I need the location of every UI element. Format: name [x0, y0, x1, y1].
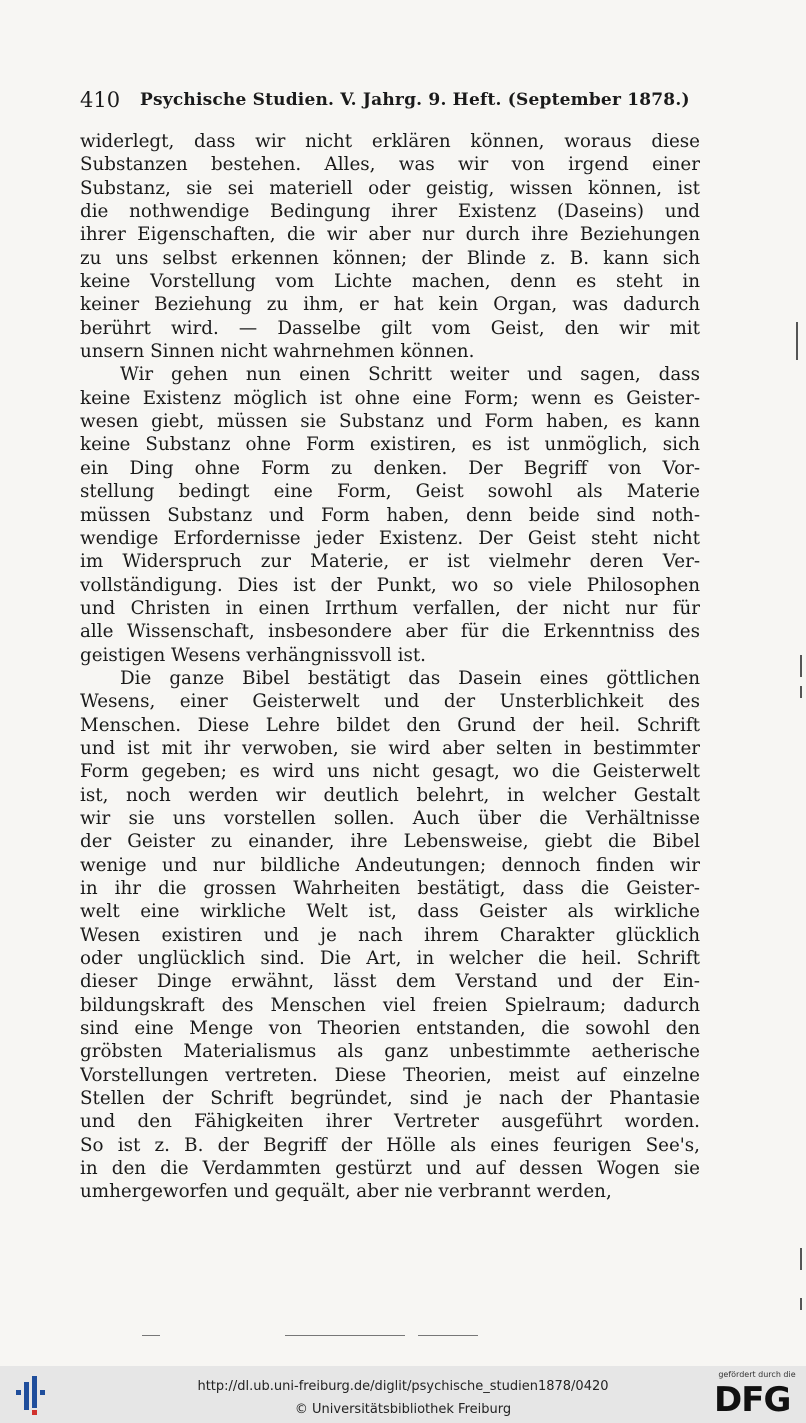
text-line: wir sie uns vorstellen sollen. Auch über die Verhältnisse [80, 807, 700, 829]
text-line: im Widerspruch zur Materie, er ist vielmehr deren Ver- [80, 551, 700, 573]
text-line: widerlegt, dass wir nicht erklären können, woraus diese [80, 131, 700, 152]
dfg-wordmark: DFG [714, 1380, 791, 1420]
text-line: oder unglücklich sind. Die Art, in welcher die heil. Schrift [80, 948, 700, 970]
footer-rule [142, 1335, 160, 1336]
text-line: Die ganze Bibel bestätigt das Dasein eines göttlichen [120, 667, 700, 689]
margin-mark [800, 655, 802, 677]
text-line: keine Vorstellung vom Lichte machen, denn es steht in [80, 271, 700, 293]
text-line: unsern Sinnen nicht wahrnehmen können. [80, 341, 475, 363]
text-line: ein Ding ohne Form zu denken. Der Begriff von Vor- [80, 457, 700, 479]
text-line: der Geister zu einander, ihre Lebensweise, giebt die Bibel [80, 831, 700, 853]
running-title: Psychische Studien. V. Jahrg. 9. Heft. (September 1878.) [140, 90, 690, 110]
text-line: wenige und nur bildliche Andeutungen; dennoch finden wir [80, 854, 700, 876]
page-number: 410 [80, 88, 121, 112]
text-line: So ist z. B. der Begriff der Hölle als eines feurigen See's, [80, 1134, 700, 1156]
text-line: umhergeworfen und gequält, aber nie verbrannt werden, [80, 1181, 612, 1203]
text-line: bildungskraft des Menschen viel freien Spielraum; dadurch [80, 994, 700, 1016]
text-line: Wesens, einer Geisterwelt und der Unsterblichkeit des [80, 691, 700, 713]
text-line: zu uns selbst erkennen können; der Blinde z. B. kann sich [80, 247, 700, 269]
text-line: alle Wissenschaft, insbesondere aber für die Erkenntniss des [80, 621, 700, 643]
footer-rule [418, 1335, 478, 1336]
dfg-logo [712, 1368, 802, 1420]
source-url[interactable]: http://dl.ub.uni-freiburg.de/diglit/psychische_studien1878/0420 [197, 1379, 609, 1394]
text-line: keine Existenz möglich ist ohne eine Form; wenn es Geister- [80, 387, 700, 409]
text-line: welt eine wirkliche Welt ist, dass Geister als wirkliche [80, 901, 700, 923]
text-line: gröbsten Materialismus als ganz unbestimmte aetherische [80, 1041, 700, 1063]
text-line: in ihr die grossen Wahrheiten bestätigt, dass die Geister- [80, 878, 700, 899]
text-line: Menschen. Diese Lehre bildet den Grund der heil. Schrift [80, 714, 700, 736]
text-line: stellung bedingt eine Form, Geist sowohl als Materie [80, 481, 700, 503]
text-line: Stellen der Schrift begründet, sind je nach der Phantasie [80, 1088, 700, 1110]
text-line: wendige Erfordernisse jeder Existenz. Der Geist steht nicht [80, 527, 700, 549]
ub-freiburg-logo-icon [12, 1372, 52, 1416]
text-line: in den die Verdammten gestürzt und auf dessen Wogen sie [80, 1158, 700, 1180]
viewer-footer [0, 1366, 806, 1423]
text-line: und den Fähigkeiten ihrer Vertreter ausgeführt worden. [80, 1111, 700, 1133]
running-header [80, 88, 700, 118]
text-line: und Christen in einen Irrthum verfallen, der nicht nur für [80, 597, 700, 619]
margin-mark [800, 1298, 802, 1310]
text-line: ist, noch werden wir deutlich belehrt, in welcher Gestalt [80, 784, 700, 806]
text-line: Wir gehen nun einen Schritt weiter und sagen, dass [120, 364, 700, 386]
text-line: Substanzen bestehen. Alles, was wir von irgend einer [80, 154, 700, 176]
copyright-notice: © Universitätsbibliothek Freiburg [294, 1402, 512, 1417]
text-line: dieser Dinge erwähnt, lässt dem Verstand und der Ein- [80, 971, 700, 993]
margin-mark [800, 1248, 802, 1270]
body-text [80, 130, 700, 1204]
text-line: keine Substanz ohne Form existiren, es ist unmöglich, sich [80, 434, 700, 456]
footer-rule [285, 1335, 405, 1336]
text-line: ihrer Eigenschaften, die wir aber nur durch ihre Beziehungen [80, 224, 700, 246]
text-line: sind eine Menge von Theorien entstanden, die sowohl den [80, 1018, 700, 1040]
margin-mark [796, 322, 798, 360]
text-line: müssen Substanz und Form haben, denn beide sind noth- [80, 504, 700, 526]
text-line: vollständigung. Dies ist der Punkt, wo so viele Philosophen [80, 574, 700, 596]
text-line: Vorstellungen vertreten. Diese Theorien, meist auf einzelne [80, 1064, 700, 1086]
text-line: und ist mit ihr verwoben, sie wird aber selten in bestimmter [80, 737, 700, 759]
dfg-caption: gefördert durch die [718, 1370, 796, 1379]
text-line: Substanz, sie sei materiell oder geistig, wissen können, ist [80, 177, 700, 199]
text-line: die nothwendige Bedingung ihrer Existenz (Daseins) und [80, 201, 700, 223]
margin-mark [800, 686, 802, 698]
text-line: Form gegeben; es wird uns nicht gesagt, wo die Geisterwelt [80, 761, 700, 783]
text-line: Wesen existiren und je nach ihrem Charakter glücklich [80, 924, 700, 946]
text-line: wesen giebt, müssen sie Substanz und Form haben, es kann [80, 411, 700, 433]
text-line: geistigen Wesens verhängnissvoll ist. [80, 644, 426, 666]
text-line: berührt wird. — Dasselbe gilt vom Geist, den wir mit [80, 317, 700, 339]
text-line: keiner Beziehung zu ihm, er hat kein Organ, was dadurch [80, 294, 700, 316]
